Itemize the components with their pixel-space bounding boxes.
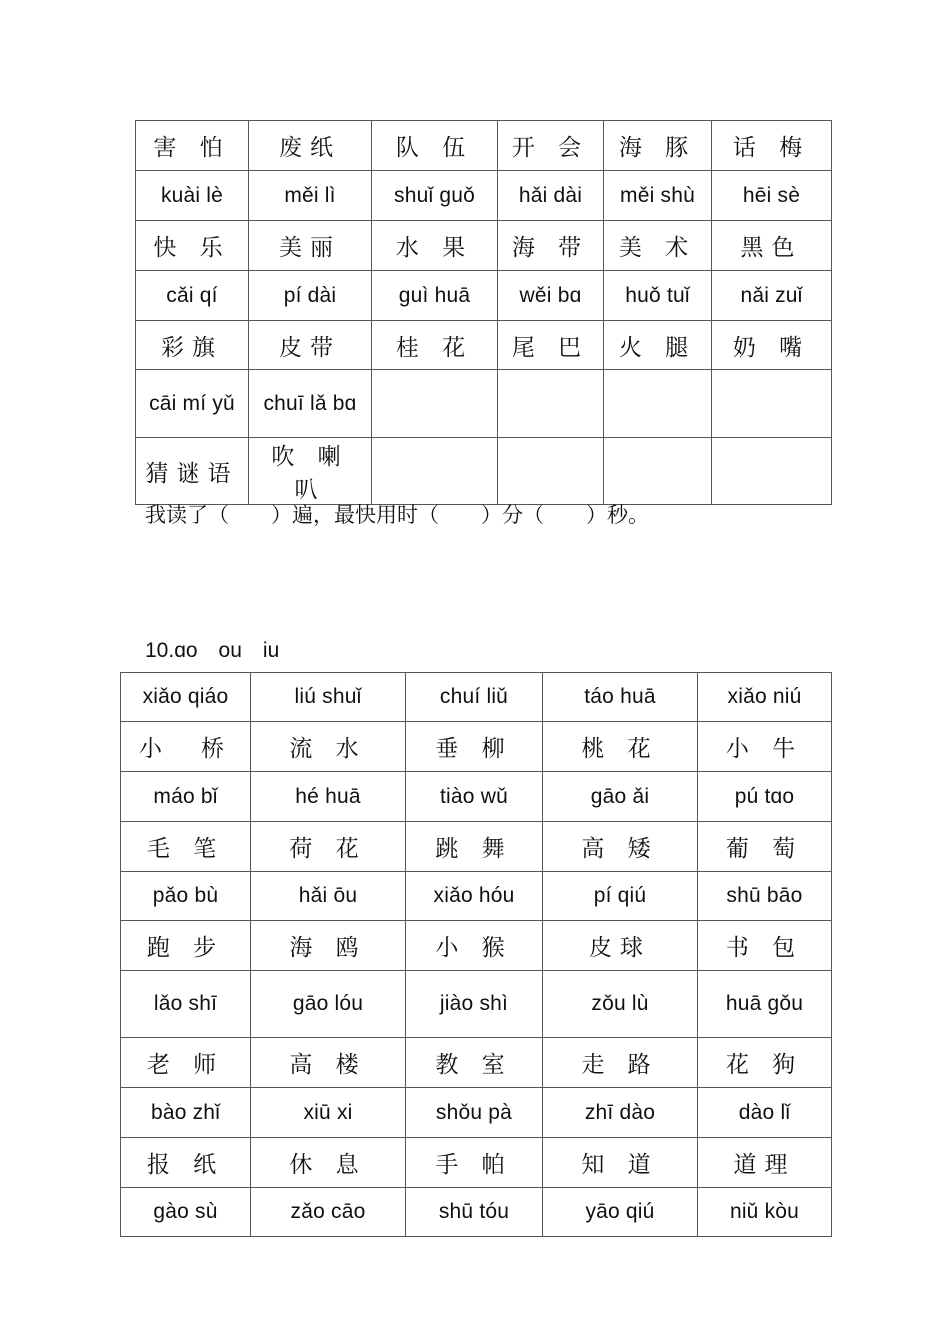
pinyin-cell: chuī lǎ bɑ bbox=[249, 370, 372, 438]
table-row bbox=[121, 722, 832, 772]
pinyin-cell: měi shù bbox=[604, 171, 712, 221]
pinyin-cell: huǒ tuǐ bbox=[604, 271, 712, 321]
hanzi-cell: 皮球 bbox=[543, 921, 698, 971]
hanzi-cell: 小 猴 bbox=[406, 921, 543, 971]
hanzi-cell: 美 术 bbox=[604, 221, 712, 271]
pinyin-cell: pú tɑo bbox=[698, 772, 832, 822]
pinyin-cell: xiǎo niú bbox=[698, 673, 832, 722]
table-row bbox=[121, 921, 832, 971]
hanzi-cell: 垂 柳 bbox=[406, 722, 543, 772]
hanzi-cell bbox=[712, 370, 832, 438]
hanzi-cell: 害 怕 bbox=[136, 121, 249, 171]
table-row bbox=[136, 321, 832, 370]
hanzi-cell: 桂 花 bbox=[372, 321, 498, 370]
table-row bbox=[121, 822, 832, 872]
hanzi-cell: 开 会 bbox=[498, 121, 604, 171]
table-row bbox=[121, 1188, 832, 1237]
pinyin-cell: gāo ǎi bbox=[543, 772, 698, 822]
pinyin-cell: hé huā bbox=[251, 772, 406, 822]
hanzi-cell: 话 梅 bbox=[712, 121, 832, 171]
pinyin-cell: máo bǐ bbox=[121, 772, 251, 822]
pinyin-cell: táo huā bbox=[543, 673, 698, 722]
hanzi-cell: 教 室 bbox=[406, 1038, 543, 1088]
pinyin-cell: zhī dào bbox=[543, 1088, 698, 1138]
pinyin-cell: yāo qiú bbox=[543, 1188, 698, 1237]
hanzi-cell: 跑 步 bbox=[121, 921, 251, 971]
hanzi-cell: 跳 舞 bbox=[406, 822, 543, 872]
hanzi-cell: 走 路 bbox=[543, 1038, 698, 1088]
hanzi-cell: 海 豚 bbox=[604, 121, 712, 171]
section-heading: 10.ɑo ou iu bbox=[145, 639, 280, 662]
pinyin-cell: shuǐ guǒ bbox=[372, 171, 498, 221]
hanzi-cell: 花 狗 bbox=[698, 1038, 832, 1088]
table-row bbox=[121, 1138, 832, 1188]
pinyin-cell: pí dài bbox=[249, 271, 372, 321]
hanzi-cell: 道理 bbox=[698, 1138, 832, 1188]
vocab-table-2 bbox=[120, 672, 832, 1237]
pinyin-cell: cāi mí yǔ bbox=[136, 370, 249, 438]
table-row bbox=[136, 171, 832, 221]
pinyin-cell: huā gǒu bbox=[698, 971, 832, 1038]
hanzi-cell: 小 牛 bbox=[698, 722, 832, 772]
hanzi-cell bbox=[712, 438, 832, 505]
hanzi-cell bbox=[604, 370, 712, 438]
pinyin-cell: shū bāo bbox=[698, 872, 832, 921]
pinyin-cell: zǒu lù bbox=[543, 971, 698, 1038]
pinyin-cell: hǎi dài bbox=[498, 171, 604, 221]
table-row bbox=[136, 370, 832, 438]
hanzi-cell: 报 纸 bbox=[121, 1138, 251, 1188]
pinyin-cell: dào lǐ bbox=[698, 1088, 832, 1138]
pinyin-cell: guì huā bbox=[372, 271, 498, 321]
pinyin-cell: chuí liǔ bbox=[406, 673, 543, 722]
pinyin-cell: hēi sè bbox=[712, 171, 832, 221]
pinyin-cell: zǎo cāo bbox=[251, 1188, 406, 1237]
hanzi-cell: 流 水 bbox=[251, 722, 406, 772]
table-row bbox=[136, 221, 832, 271]
hanzi-cell: 彩旗 bbox=[136, 321, 249, 370]
hanzi-cell: 海 鸥 bbox=[251, 921, 406, 971]
table-row bbox=[136, 438, 832, 505]
hanzi-cell bbox=[372, 370, 498, 438]
hanzi-cell: 尾 巴 bbox=[498, 321, 604, 370]
hanzi-cell: 知 道 bbox=[543, 1138, 698, 1188]
table-row bbox=[121, 1088, 832, 1138]
reading-record-note: 我读了（ ）遍，最快用时（ ）分（ ）秒。 bbox=[145, 503, 649, 527]
hanzi-cell: 小 桥 bbox=[121, 722, 251, 772]
pinyin-cell: wěi bɑ bbox=[498, 271, 604, 321]
pinyin-cell: liú shuǐ bbox=[251, 673, 406, 722]
pinyin-cell: shū tóu bbox=[406, 1188, 543, 1237]
pinyin-cell: hǎi ōu bbox=[251, 872, 406, 921]
pinyin-cell: měi lì bbox=[249, 171, 372, 221]
hanzi-cell: 水 果 bbox=[372, 221, 498, 271]
pinyin-cell: xiǎo hóu bbox=[406, 872, 543, 921]
vocab-table-1 bbox=[135, 120, 832, 505]
hanzi-cell: 桃 花 bbox=[543, 722, 698, 772]
pinyin-cell: lǎo shī bbox=[121, 971, 251, 1038]
table-row bbox=[136, 271, 832, 321]
hanzi-cell bbox=[372, 438, 498, 505]
hanzi-cell: 老 师 bbox=[121, 1038, 251, 1088]
hanzi-cell: 美丽 bbox=[249, 221, 372, 271]
hanzi-cell: 皮带 bbox=[249, 321, 372, 370]
hanzi-cell: 手 帕 bbox=[406, 1138, 543, 1188]
hanzi-cell: 毛 笔 bbox=[121, 822, 251, 872]
hanzi-cell: 高 楼 bbox=[251, 1038, 406, 1088]
hanzi-cell: 休 息 bbox=[251, 1138, 406, 1188]
hanzi-cell: 海 带 bbox=[498, 221, 604, 271]
hanzi-cell: 书 包 bbox=[698, 921, 832, 971]
pinyin-cell: gào sù bbox=[121, 1188, 251, 1237]
table-row bbox=[121, 772, 832, 822]
pinyin-cell: nǎi zuǐ bbox=[712, 271, 832, 321]
hanzi-cell: 废纸 bbox=[249, 121, 372, 171]
hanzi-cell bbox=[498, 370, 604, 438]
pinyin-cell: shǒu pà bbox=[406, 1088, 543, 1138]
pinyin-cell: xiū xi bbox=[251, 1088, 406, 1138]
pinyin-cell: pǎo bù bbox=[121, 872, 251, 921]
table-row bbox=[121, 872, 832, 921]
hanzi-cell: 葡 萄 bbox=[698, 822, 832, 872]
table-row bbox=[121, 971, 832, 1038]
hanzi-cell: 奶 嘴 bbox=[712, 321, 832, 370]
hanzi-cell: 高 矮 bbox=[543, 822, 698, 872]
pinyin-cell: bào zhǐ bbox=[121, 1088, 251, 1138]
hanzi-cell bbox=[604, 438, 712, 505]
pinyin-cell: niǔ kòu bbox=[698, 1188, 832, 1237]
hanzi-cell: 吹 喇 叭 bbox=[249, 438, 372, 505]
pinyin-cell: jiào shì bbox=[406, 971, 543, 1038]
hanzi-cell: 荷 花 bbox=[251, 822, 406, 872]
hanzi-cell: 队 伍 bbox=[372, 121, 498, 171]
hanzi-cell bbox=[498, 438, 604, 505]
pinyin-cell: gāo lóu bbox=[251, 971, 406, 1038]
table-row bbox=[121, 1038, 832, 1088]
hanzi-cell: 猜谜语 bbox=[136, 438, 249, 505]
pinyin-cell: kuài lè bbox=[136, 171, 249, 221]
hanzi-cell: 黑色 bbox=[712, 221, 832, 271]
table-row bbox=[136, 121, 832, 171]
pinyin-cell: cǎi qí bbox=[136, 271, 249, 321]
hanzi-cell: 火 腿 bbox=[604, 321, 712, 370]
pinyin-cell: xiǎo qiáo bbox=[121, 673, 251, 722]
hanzi-cell: 快 乐 bbox=[136, 221, 249, 271]
pinyin-cell: tiào wǔ bbox=[406, 772, 543, 822]
table-row bbox=[121, 673, 832, 722]
pinyin-cell: pí qiú bbox=[543, 872, 698, 921]
